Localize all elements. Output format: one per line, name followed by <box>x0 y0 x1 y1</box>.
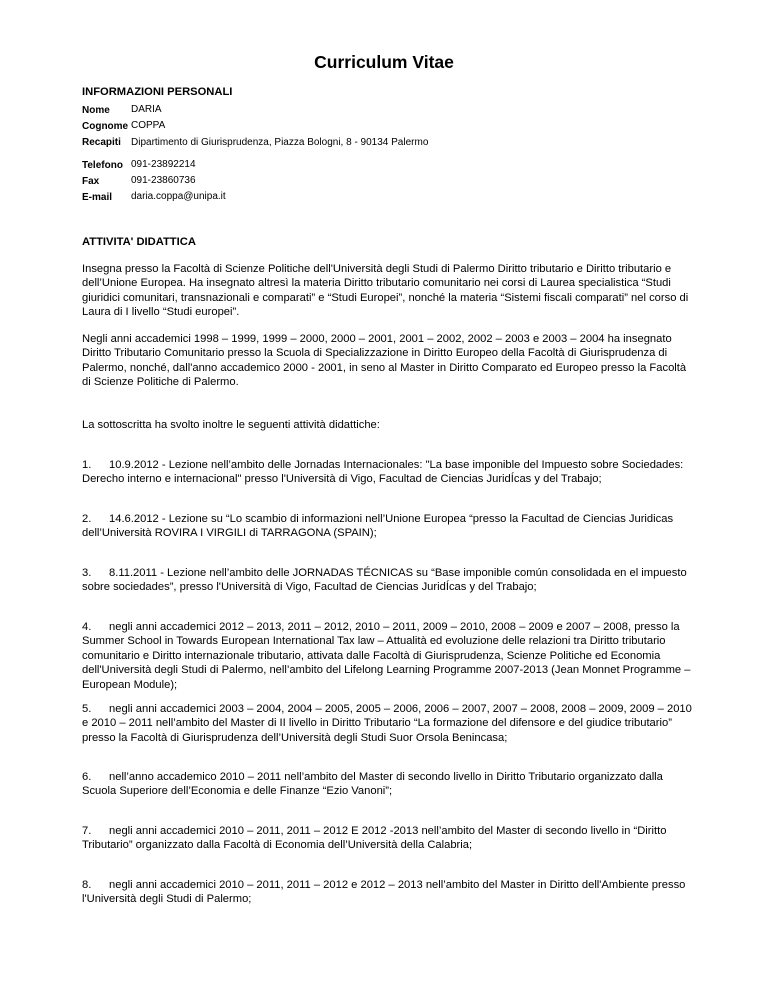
teaching-history-paragraph: Negli anni accademici 1998 – 1999, 1999 – 2000, 2000 – 2001, 2001 – 2002, 2002 – 2003 e 2003 – 2004 ha insegnato Diritto Tributario Comunitario presso la Scuola di Specializzazione in Diritto Europeo della Facoltà di Giurisprudenza di Palermo, nonché, dall'anno accademico 2000 - 2001, in seno al Master in Diritto Comparato ed Europeo presso la Facoltà di Scienze Politiche di Palermo. <box>82 333 687 389</box>
value-fax: 091-23860736 <box>131 175 196 186</box>
list-item-text: nell’anno accademico 2010 – 2011 nell’ambito del Master di secondo livello in Diritto Tributario organizzato dalla Scuola Superiore dell’Economia e delle Finanze “Ezio Vanoni”; <box>82 771 663 798</box>
teaching-heading: ATTIVITA' DIDATTICA <box>82 236 196 248</box>
list-item-text: 14.6.2012 - Lezione su “Lo scambio di informazioni nell’Unione Europea “presso la Facultad de Ciencias Juridicas dell’Università ROVIRA I VIRGILI di TARRAGONA (SPAIN); <box>82 513 674 540</box>
label-nome: Nome <box>82 105 110 116</box>
personal-info-heading: INFORMAZIONI PERSONALI <box>82 86 233 98</box>
label-recapiti: Recapiti <box>82 137 121 148</box>
list-item <box>82 770 692 799</box>
list-item <box>82 458 692 487</box>
label-email: E-mail <box>82 192 113 203</box>
list-item <box>82 878 692 907</box>
list-item <box>82 702 692 745</box>
value-email: daria.coppa@unipa.it <box>131 191 226 202</box>
value-nome: DARIA <box>131 104 162 115</box>
list-item-text: negli anni accademici 2010 – 2011, 2011 – 2012 E 2012 -2013 nell’ambito del Master di secondo livello in “Diritto Tributario” organizzato dalla Facoltà di Economia dell’Università della Calabria; <box>82 825 667 852</box>
label-fax: Fax <box>82 176 100 187</box>
teaching-list-intro: La sottoscritta ha svolto inoltre le seguenti attività didattiche: <box>82 419 380 431</box>
label-cognome: Cognome <box>82 121 129 132</box>
list-item-number: 8. <box>82 879 92 891</box>
list-item-text: 8.11.2011 - Lezione nell’ambito delle JORNADAS TÉCNICAS su “Base imponible común consolidada en el impuesto sobre sociedades”, presso l'Università di Vigo, Facultad de Ciencias JuridÍcas y del Trabajo; <box>82 567 687 594</box>
list-item <box>82 824 692 853</box>
value-telefono: 091-23892214 <box>131 159 196 170</box>
list-item-number: 7. <box>82 825 92 837</box>
value-recapiti: Dipartimento di Giurisprudenza, Piazza Bologni, 8 - 90134 Palermo <box>131 137 429 148</box>
list-item <box>82 620 692 692</box>
value-cognome: COPPA <box>131 120 166 131</box>
list-item-number: 5. <box>82 703 92 715</box>
list-item-text: negli anni accademici 2010 – 2011, 2011 – 2012 e 2012 – 2013 nell’ambito del Master in Diritto dell'Ambiente presso l'Università degli Studi di Palermo; <box>82 879 686 906</box>
list-item-number: 6. <box>82 771 92 783</box>
teaching-intro-paragraph: Insegna presso la Facoltà di Scienze Politiche dell'Università degli Studi di Palermo Diritto tributario e Diritto tributario e dell’Unione Europea. Ha insegnato altresì la materia Diritto tributario comunitario nei corsi di Laurea specialistica “Studi giuridici comunitari, transnazionali e comparati” e “Studi Europei”, nonché la materia “Sistemi fiscali comparati” nel corso di Laura di I livello “Studi europei”. <box>82 263 689 319</box>
list-item-text: negli anni accademici 2012 – 2013, 2011 – 2012, 2010 – 2011, 2009 – 2010, 2008 – 2009 e 2007 – 2008, presso la Summer School in Towards European International Tax law – Attualità ed evoluzione delle relazioni tra Diritto tributario comunitario e Diritto internazionale tributario, attivata dalle Facoltà di Giurisprudenza, Scienze Politiche ed Economia dell'Università degli Studi di Palermo, nell’ambito del Lifelong Learning Programme 2007-2013 (Jean Monnet Programme – European Module); <box>82 621 691 691</box>
list-item-number: 2. <box>82 513 92 525</box>
list-item-number: 1. <box>82 459 92 471</box>
list-item <box>82 512 692 541</box>
page-title: Curriculum Vitae <box>314 52 454 72</box>
list-item-text: negli anni accademici 2003 – 2004, 2004 – 2005, 2005 – 2006, 2006 – 2007, 2007 – 2008, 2008 – 2009, 2009 – 2010 e 2010 – 2011 nell’ambito del Master di II livello in Diritto Tributario “La formazione del difensore e del giudice tributario” presso la Facoltà di Giurisprudenza dell’Università degli Studi Suor Orsola Benincasa; <box>82 703 692 744</box>
list-item-number: 4. <box>82 621 92 633</box>
list-item-text: 10.9.2012 - Lezione nell’ambito delle Jornadas Internacionales: "La base imponible del Impuesto sobre Sociedades: Derecho interno e internacional" presso l'Università di Vigo, Facultad de Ciencias JuridÍcas y del Trabajo; <box>82 459 684 486</box>
list-item <box>82 566 692 595</box>
label-telefono: Telefono <box>82 160 123 171</box>
list-item-number: 3. <box>82 567 92 579</box>
